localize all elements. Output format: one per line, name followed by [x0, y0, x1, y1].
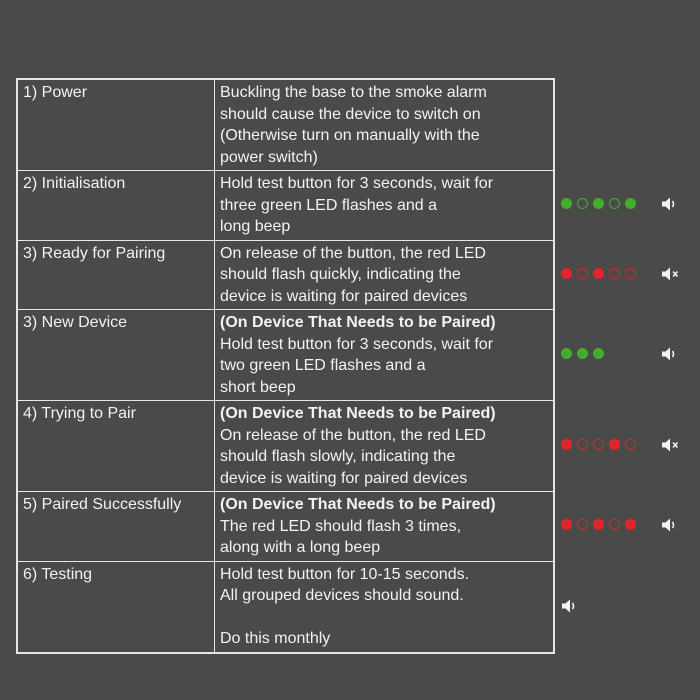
speaker-on-icon [661, 196, 679, 212]
step-row [17, 240, 554, 310]
description-line: long beep [220, 218, 291, 235]
led-on-icon [609, 439, 620, 450]
description-heading: (On Device That Needs to be Paired) [220, 405, 496, 422]
led-indicator [561, 345, 686, 365]
speaker-on-icon [561, 598, 579, 614]
led-indicator [561, 597, 686, 617]
description-line: should flash quickly, indicating the [220, 266, 461, 283]
step-description [215, 79, 555, 171]
led-on-icon [561, 198, 572, 209]
speaker-on-icon [661, 517, 679, 533]
led-on-icon [593, 519, 604, 530]
description-line: (Otherwise turn on manually with the [220, 127, 480, 144]
description-line: should cause the device to switch on [220, 105, 481, 123]
step-description [215, 561, 555, 653]
description-line: Hold test button for 3 seconds, wait for [220, 335, 494, 353]
led-off-icon [577, 439, 588, 450]
step-label: 4) Trying to Pair [17, 401, 215, 492]
step-row [17, 492, 554, 562]
led-off-icon [609, 268, 620, 279]
led-off-icon [609, 198, 620, 209]
led-indicator [561, 195, 686, 215]
step-row [17, 171, 554, 241]
step-description [215, 240, 555, 310]
description-line: along with a long beep [220, 539, 381, 556]
led-on-icon [593, 348, 604, 359]
led-on-icon [561, 268, 572, 279]
step-label: 1) Power [17, 79, 215, 171]
led-sequence [561, 198, 641, 209]
led-on-icon [577, 348, 588, 359]
description-line: Buckling the base to the smoke alarm [220, 84, 487, 101]
step-label: 6) Testing [17, 561, 215, 653]
step-label: 5) Paired Successfully [17, 492, 215, 562]
step-label: 3) New Device [17, 310, 215, 401]
step-description [215, 492, 555, 562]
speaker-on-icon [661, 346, 679, 362]
led-off-icon [577, 519, 588, 530]
led-sequence [561, 519, 641, 530]
description-heading: (On Device That Needs to be Paired) [220, 496, 496, 513]
description-line: On release of the button, the red LED [220, 426, 486, 444]
led-on-icon [561, 348, 572, 359]
led-on-icon [625, 519, 636, 530]
description-line [220, 607, 548, 629]
step-description [215, 171, 555, 241]
description-line: device is waiting for paired devices [220, 469, 468, 487]
led-off-icon [609, 519, 620, 530]
step-label: 2) Initialisation [17, 171, 215, 241]
led-on-icon [593, 268, 604, 279]
led-on-icon [561, 519, 572, 530]
led-off-icon [577, 268, 588, 279]
description-line: Hold test button for 10-15 seconds. [220, 565, 470, 583]
description-line: two green LED flashes and a [220, 357, 426, 374]
led-off-icon [593, 439, 604, 450]
step-row [17, 79, 554, 171]
step-label: 3) Ready for Pairing [17, 240, 215, 310]
led-on-icon [625, 198, 636, 209]
step-description [215, 401, 555, 492]
led-off-icon [577, 198, 588, 209]
step-row [17, 401, 554, 492]
led-indicator [561, 265, 686, 285]
steps-table [16, 78, 555, 654]
description-line: Do this monthly [220, 630, 331, 647]
description-line: device is waiting for paired devices [220, 287, 468, 305]
led-indicator [561, 436, 686, 456]
description-line: power switch) [220, 148, 318, 166]
speaker-muted-icon [661, 437, 679, 453]
description-line: The red LED should flash 3 times, [220, 517, 462, 535]
step-row [17, 310, 554, 401]
description-line: short beep [220, 378, 296, 396]
description-line: should flash slowly, indicating the [220, 448, 456, 465]
led-sequence [561, 439, 641, 450]
led-sequence [561, 348, 609, 359]
description-line: Hold test button for 3 seconds, wait for [220, 175, 494, 192]
led-indicator [561, 516, 686, 536]
description-line: three green LED flashes and a [220, 196, 438, 214]
led-off-icon [625, 439, 636, 450]
description-line: On release of the button, the red LED [220, 244, 486, 262]
led-on-icon [593, 198, 604, 209]
led-sequence [561, 268, 641, 279]
description-heading: (On Device That Needs to be Paired) [220, 314, 496, 331]
description-line: All grouped devices should sound. [220, 587, 464, 604]
speaker-muted-icon [661, 266, 679, 282]
led-on-icon [561, 439, 572, 450]
step-description [215, 310, 555, 401]
steps-body [17, 79, 554, 653]
led-off-icon [625, 268, 636, 279]
step-row [17, 561, 554, 653]
